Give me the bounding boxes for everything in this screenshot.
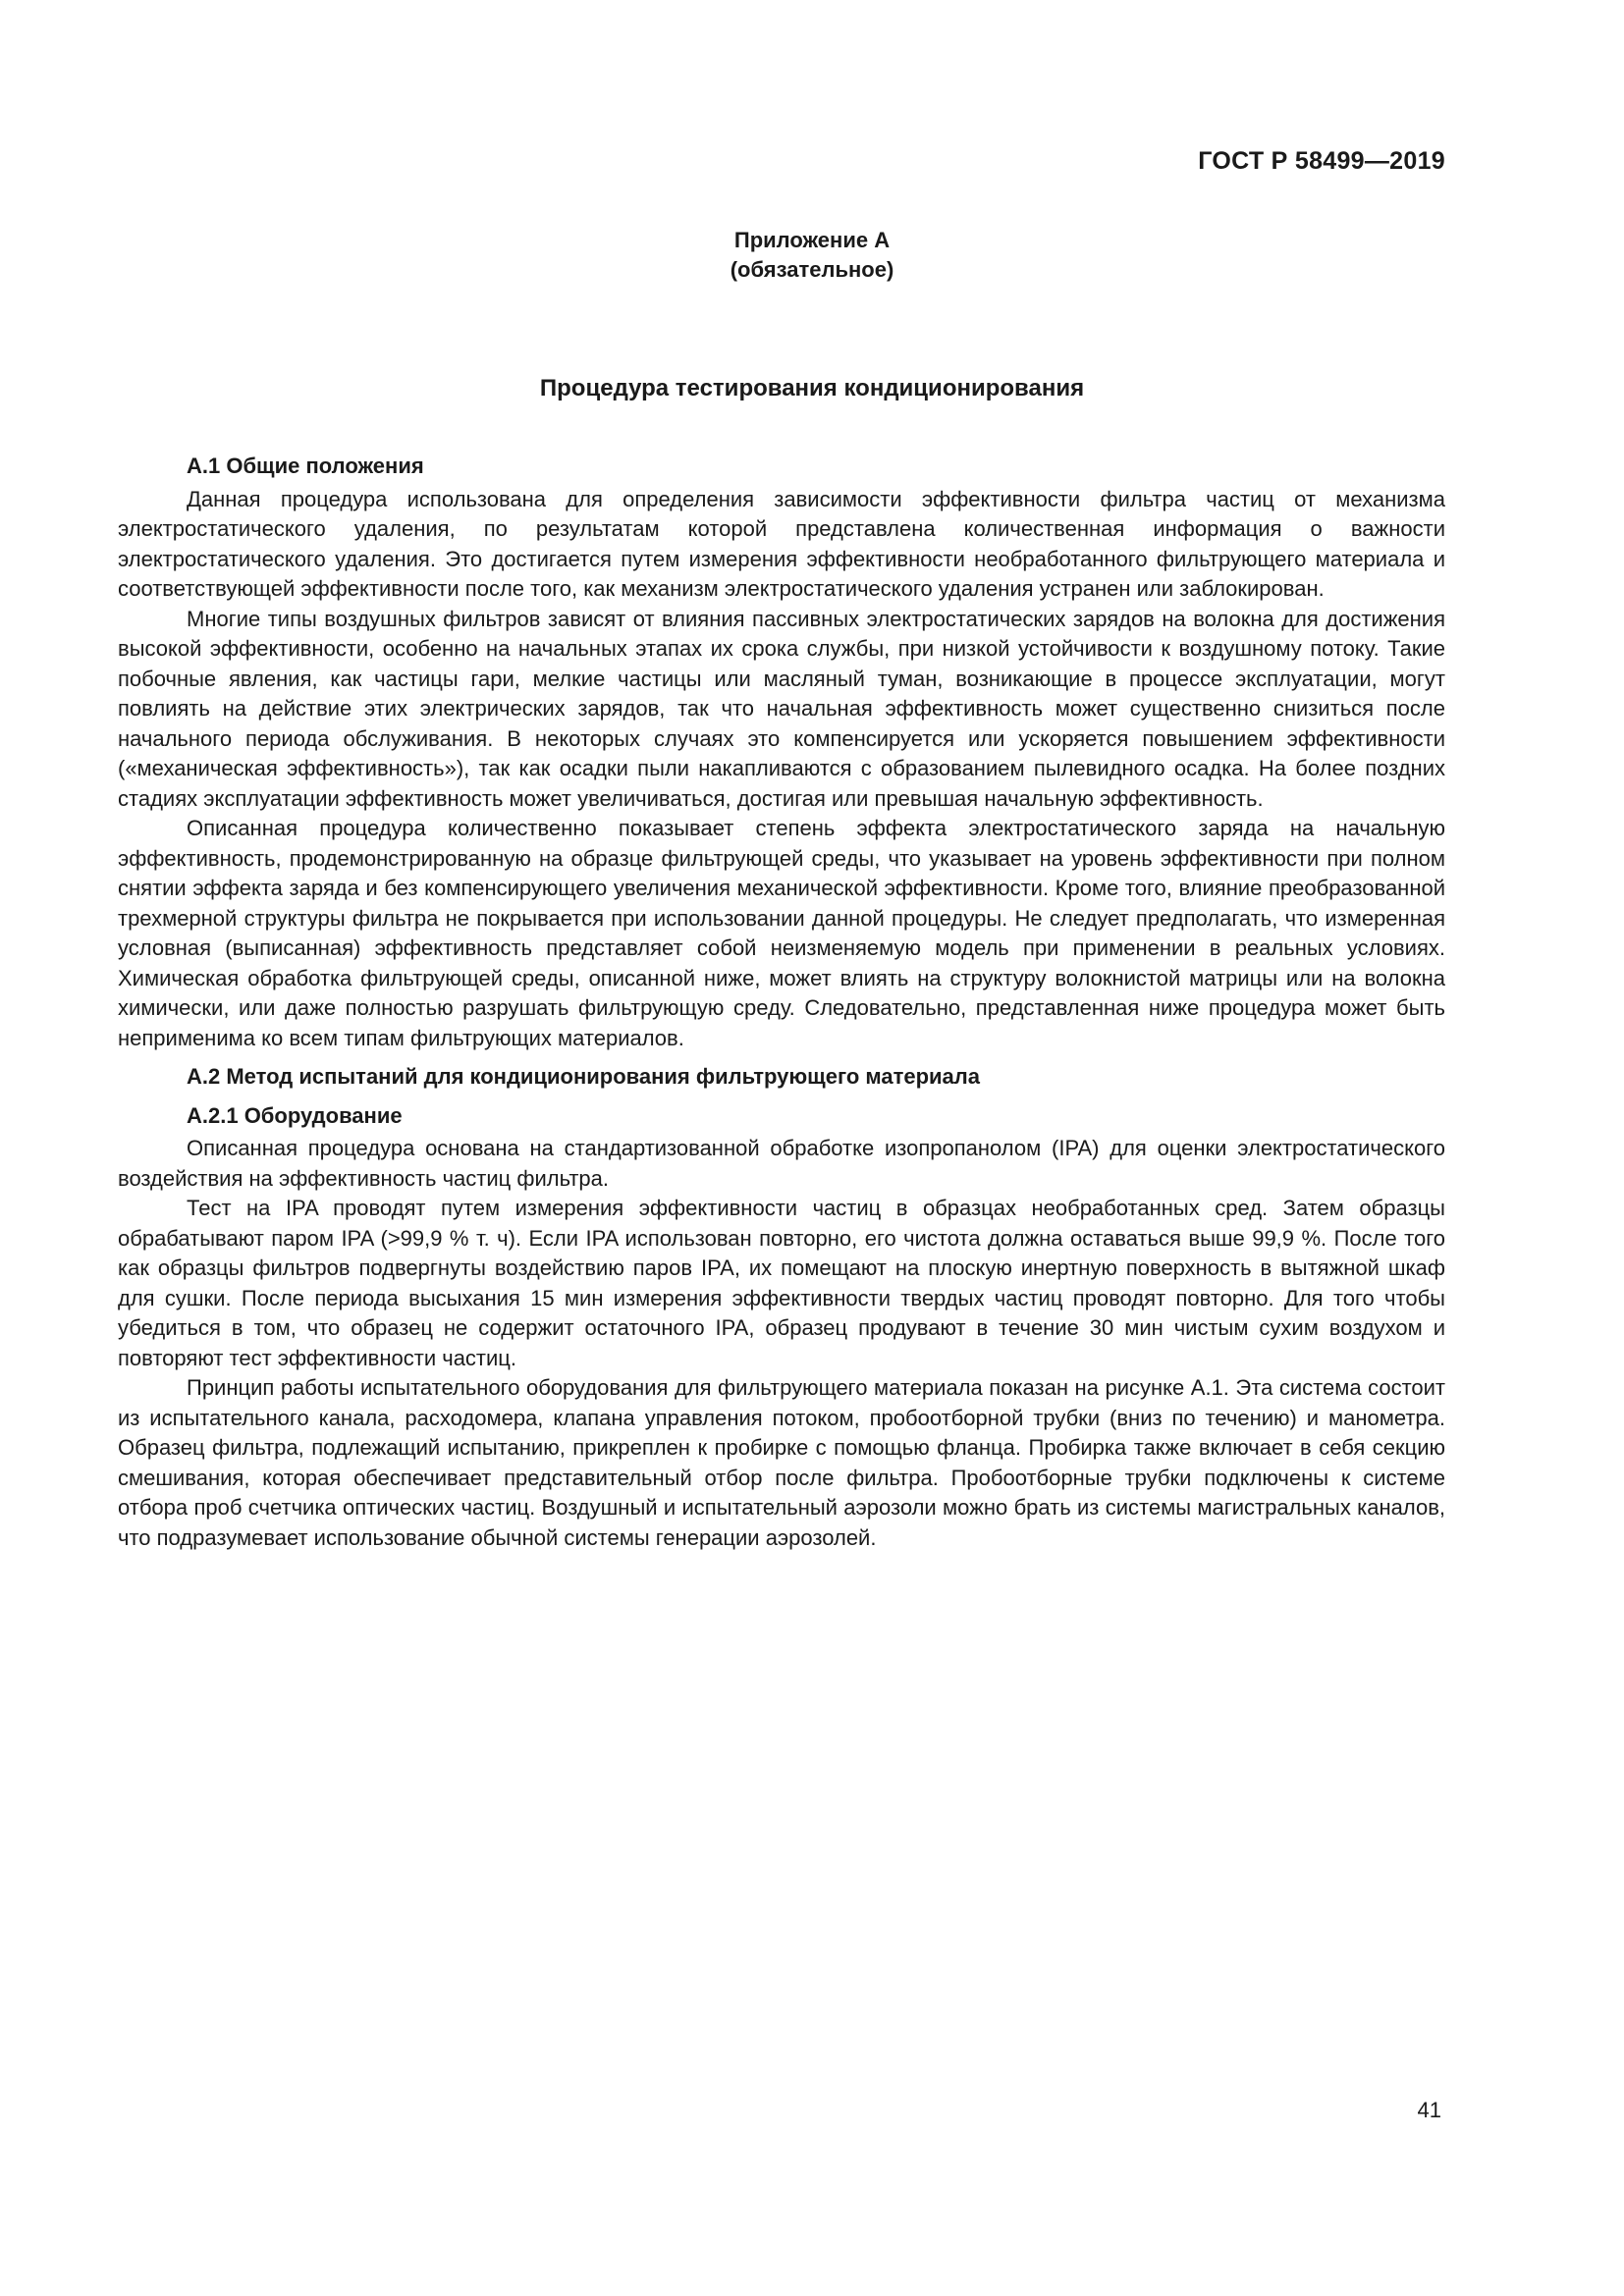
- annex-label-block: [0, 226, 1624, 285]
- paragraph: Тест на IPA проводят путем измерения эффективности частиц в образцах необработанных сред. Затем образцы обрабатывают паром IPA (>99,9 % т. ч). Если IPA использован повторно, его чистота должна оставаться выше 99,9 %. После того как образцы фильтров подвергнуты воздействию паров IPA, их помещают на плоскую инертную поверхность в вытяжной шкаф для сушки. После периода высыхания 15 мин измерения эффективности твердых частиц проводят повторно. Для того чтобы убедиться в том, что образец не содержит остаточного IPA, образец продувают в течение 30 мин чистым сухим воздухом и повторяют тест эффективности частиц.: [118, 1196, 1445, 1370]
- section-heading-a1: А.1 Общие положения: [187, 454, 424, 478]
- paragraph: Описанная процедура основана на стандартизованной обработке изопропанолом (IPA) для оценки электростатического воздействия на эффективность частиц фильтра.: [118, 1136, 1445, 1191]
- document-code: ГОСТ Р 58499—2019: [1198, 147, 1445, 175]
- section-heading-a2: А.2 Метод испытаний для кондиционирования фильтрующего материала: [187, 1064, 981, 1089]
- page-number: 41: [1417, 2098, 1441, 2122]
- annex-label: Приложение А: [733, 228, 891, 252]
- annex-status: (обязательное): [730, 257, 894, 282]
- document-body: [118, 452, 1445, 1553]
- subsection-heading-a2-1: А.2.1 Оборудование: [187, 1102, 403, 1128]
- paragraph: Описанная процедура количественно показывает степень эффекта электростатического заряда на начальную эффективность, продемонстрированную на образце фильтрующей среды, что указывает на уровень эффективности при полном снятии эффекта заряда и без компенсирующего увеличения механической эффективности. Кроме того, влияние преобразованной трехмерной структуры фильтра не покрывается при использовании данной процедуры. Не следует предполагать, что измеренная условная (выписанная) эффективность представляет собой неизменяемую модель при применении в реальных условиях. Химическая обработка фильтрующей среды, описанной ниже, может влиять на структуру волокнистой матрицы или на волокна химически, или даже полностью разрушать фильтрующую среду. Следовательно, представленная ниже процедура может быть неприменима ко всем типам фильтрующих материалов.: [118, 816, 1445, 1050]
- paragraph: Данная процедура использована для определения зависимости эффективности фильтра частиц от механизма электростатического удаления, по результатам которой представлена количественная информация о важности электростатического удаления. Это достигается путем измерения эффективности необработанного фильтрующего материала и соответствующей эффективности после того, как механизм электростатического удаления устранен или заблокирован.: [118, 486, 1445, 601]
- paragraph: Многие типы воздушных фильтров зависят от влияния пассивных электростатических зарядов на волокна для достижения высокой эффективности, особенно на начальных этапах их срока службы, при низкой устойчивости к воздушному потоку. Такие побочные явления, как частицы гари, мелкие частицы или масляный туман, возникающие в процессе эксплуатации, могут повлиять на действие этих электрических зарядов, так что начальная эффективность может существенно снизиться после начального периода обслуживания. В некоторых случаях это компенсируется или ускоряется повышением эффективности («механическая эффективность»), так как осадки пыли накапливаются с образованием пылевидного осадка. На более поздних стадиях эксплуатации эффективность может увеличиваться, достигая или превышая начальную эффективность.: [118, 606, 1445, 811]
- paragraph: Принцип работы испытательного оборудования для фильтрующего материала показан на рисунке А.1. Эта система состоит из испытательного канала, расходомера, клапана управления потоком, пробоотборной трубки (вниз по течению) и манометра. Образец фильтра, подлежащий испытанию, прикреплен к пробирке с помощью фланца. Пробирка также включает в себя секцию смешивания, которая обеспечивает представительный отбор после фильтра. Пробоотборные трубки подключены к системе отбора проб счетчика оптических частиц. Воздушный и испытательный аэрозоли можно брать из системы магистральных каналов, что подразумевает использование обычной системы генерации аэрозолей.: [118, 1375, 1445, 1550]
- annex-title: Процедура тестирования кондиционирования: [539, 375, 1085, 401]
